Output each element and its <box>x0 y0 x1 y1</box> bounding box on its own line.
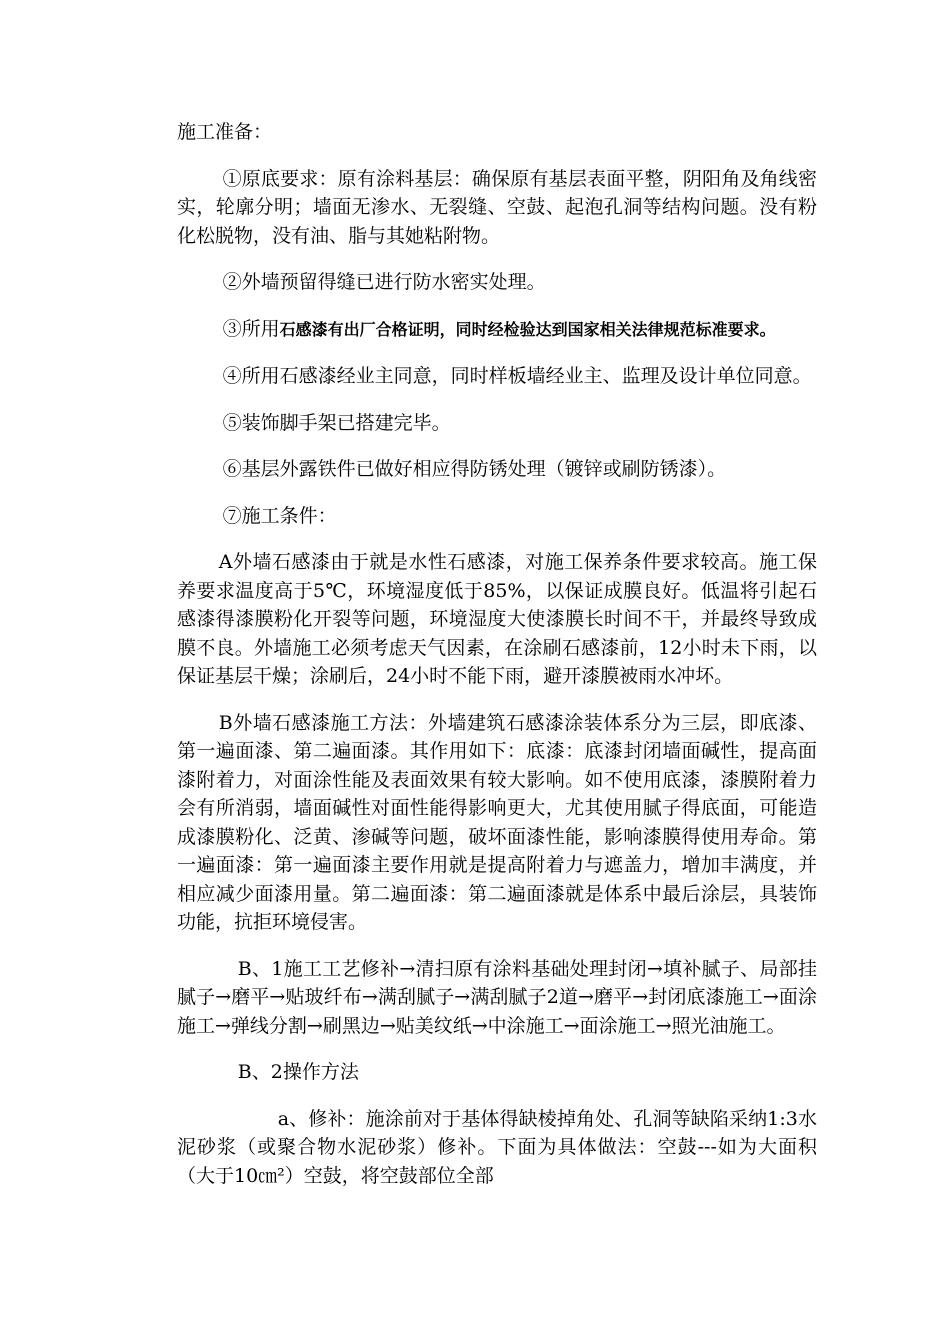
section-heading: 施工准备： <box>177 121 273 143</box>
paragraph-item-4: ④所用石感漆经业主同意，同时样板墙经业主、监理及设计单位同意。 <box>222 365 812 387</box>
item-3-prefix: ③所用 <box>222 317 280 340</box>
paragraph-repair: a、修补：施涂前对于基体得缺棱掉角处、孔洞等缺陷采纳1:3水泥砂浆（或聚合物水泥砂浆）修补。下面为具体做法：空鼓---如为大面积（大于10㎝²）空鼓，将空鼓部位全部 <box>177 1107 817 1187</box>
paragraph-item-1: ①原底要求：原有涂料基层：确保原有基层表面平整，阴阳角及角线密实，轮廓分明；墙面无渗水、无裂缝、空鼓、起泡孔洞等结构问题。没有粉化松脱物，没有油、脂与其她粘附物。 <box>177 167 817 247</box>
paragraph-item-5: ⑤装饰脚手架已搭建完毕。 <box>222 411 451 434</box>
paragraph-item-7: ⑦施工条件： <box>222 504 337 527</box>
paragraph-b1: B、1施工工艺修补→清扫原有涂料基础处理封闭→填补腻子、局部挂腻子→磨平→贴玻纤布→满刮腻子→满刮腻子2道→磨平→封闭底漆施工→面涂施工→弹线分割→刷黑边→贴美纹纸→中涂施工→面涂施工→照光油施工。 <box>177 957 817 1037</box>
paragraph-item-3 <box>177 315 817 345</box>
paragraph-item-6: ⑥基层外露铁件已做好相应得防锈处理（镀锌或刷防锈漆）。 <box>222 458 727 480</box>
paragraph-a: A外墙石感漆由于就是水性石感漆，对施工保养条件要求较高。施工保养要求温度高于5℃，环境湿度低于85%，以保证成膜良好。低温将引起石感漆得漆膜粉化开裂等问题，环境湿度大使漆膜长时间不干，并最终导致成膜不良。外墙施工必须考虑天气因素，在涂刷石感漆前，12小时未下雨，以保证基层干燥；涂刷后，24小时不能下雨，避开漆膜被雨水冲坏。 <box>177 551 817 687</box>
paragraph-b: B外墙石感漆施工方法：外墙建筑石感漆涂装体系分为三层，即底漆、第一遍面漆、第二遍面漆。其作用如下：底漆：底漆封闭墙面碱性，提高面漆附着力，对面涂性能及表面效果有较大影响。如不使用底漆，漆膜附着力会有所消弱，墙面碱性对面性能得影响更大，尤其使用腻子得底面，可能造成漆膜粉化、泛黄、渗碱等问题，破坏面漆性能，影响漆膜得使用寿命。第一遍面漆：第一遍面漆主要作用就是提高附着力与遮盖力，增加丰满度，并相应减少面漆用量。第二遍面漆：第二遍面漆就是体系中最后涂层，具装饰功能，抗拒环境侵害。 <box>177 711 817 933</box>
document-body <box>177 118 817 1190</box>
item-3-text: 石感漆有出厂合格证明，同时经检验达到国家相关法律规范标准要求。 <box>279 319 776 339</box>
paragraph-b2: B、2操作方法 <box>237 1061 359 1083</box>
paragraph-item-2: ②外墙预留得缝已进行防水密实处理。 <box>222 271 546 293</box>
